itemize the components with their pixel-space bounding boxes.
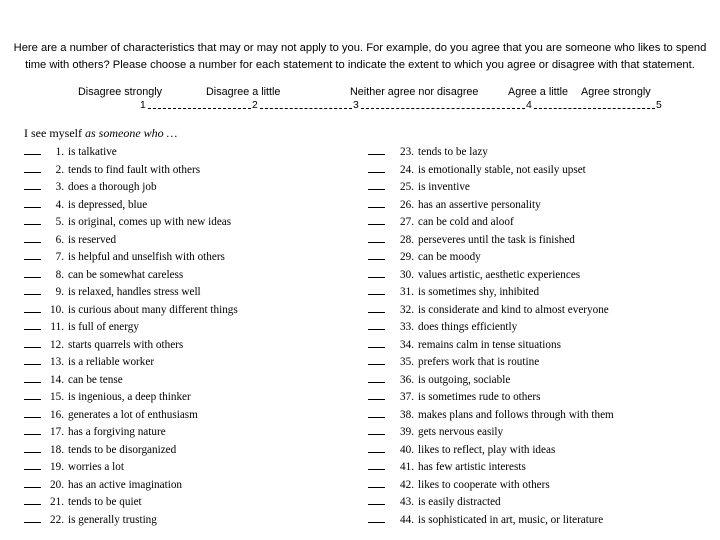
item-text: tends to find fault with others [68, 163, 201, 176]
item-text: is helpful and unselfish with others [68, 251, 225, 263]
prompt-heading [24, 126, 177, 141]
item-number: 21. [50, 496, 64, 508]
answer-blank[interactable] [368, 301, 385, 313]
answer-blank[interactable] [368, 423, 385, 435]
answer-blank[interactable] [24, 406, 41, 418]
list-item [368, 318, 614, 336]
list-item [368, 178, 614, 196]
item-number: 1. [55, 146, 64, 158]
item-text: can be cold and aloof [418, 216, 514, 228]
answer-blank[interactable] [368, 266, 385, 278]
list-item [368, 476, 614, 494]
item-text: is depressed, blue [68, 198, 148, 211]
item-text: worries a lot [68, 461, 124, 473]
answer-blank[interactable] [368, 318, 385, 330]
list-item [368, 511, 614, 529]
item-text: has an assertive personality [418, 198, 541, 211]
item-number: 4. [55, 198, 64, 211]
item-number: 31. [400, 286, 414, 298]
item-number: 6. [55, 233, 64, 246]
item-text: is inventive [418, 181, 470, 193]
item-text: values artistic, aesthetic experiences [418, 268, 581, 281]
item-number: 12. [50, 338, 64, 351]
answer-blank[interactable] [24, 353, 41, 365]
list-item [368, 406, 614, 424]
item-text: is full of energy [68, 321, 139, 333]
answer-blank[interactable] [368, 511, 385, 523]
item-number: 43. [400, 496, 414, 508]
item-number: 7. [55, 251, 64, 263]
answer-blank[interactable] [368, 143, 385, 155]
item-text: can be moody [418, 251, 481, 263]
scale-label-4: Agree a little [508, 86, 569, 98]
item-number: 3. [55, 181, 64, 193]
item-number: 17. [50, 426, 64, 438]
item-text: has few artistic interests [418, 461, 526, 473]
list-item [368, 423, 614, 441]
list-item [24, 336, 238, 354]
item-number: 13. [50, 356, 64, 368]
answer-blank[interactable] [368, 178, 385, 190]
answer-blank[interactable] [24, 283, 41, 295]
list-item [24, 371, 238, 389]
scale-label-5: Agree strongly [581, 86, 651, 98]
item-text: is outgoing, sociable [418, 373, 511, 386]
list-item [368, 458, 614, 476]
list-item [24, 161, 238, 179]
scale-point-1: 1 [140, 100, 146, 111]
list-item [24, 196, 238, 214]
item-number: 24. [400, 163, 414, 176]
item-text: is original, comes up with new ideas [68, 216, 232, 228]
answer-blank[interactable] [24, 441, 41, 453]
item-number: 40. [400, 443, 414, 456]
list-item [368, 213, 614, 231]
answer-blank[interactable] [368, 493, 385, 505]
list-item [24, 178, 238, 196]
list-item [24, 493, 238, 511]
item-text: tends to be disorganized [68, 443, 177, 456]
item-number: 30. [400, 268, 414, 281]
answer-blank[interactable] [24, 213, 41, 225]
item-text: has a forgiving nature [68, 426, 166, 438]
item-text: generates a lot of enthusiasm [68, 408, 198, 421]
item-text: is sophisticated in art, music, or literature [418, 513, 604, 526]
answer-blank[interactable] [24, 231, 41, 243]
answer-blank[interactable] [368, 353, 385, 365]
answer-blank[interactable] [24, 476, 41, 488]
list-item [368, 143, 614, 161]
answer-blank[interactable] [368, 388, 385, 400]
answer-blank[interactable] [368, 283, 385, 295]
list-item [24, 248, 238, 266]
item-text: is curious about many different things [68, 303, 238, 316]
scale-label-1: Disagree strongly [78, 86, 163, 98]
item-text: perseveres until the task is finished [418, 233, 575, 246]
scale-dash [148, 108, 251, 109]
item-number: 2. [55, 163, 64, 176]
item-number: 39. [400, 426, 414, 438]
list-item [368, 441, 614, 459]
item-number: 42. [400, 478, 414, 491]
item-text: does a thorough job [68, 181, 157, 193]
list-item [24, 388, 238, 406]
answer-blank[interactable] [368, 231, 385, 243]
answer-blank[interactable] [24, 458, 41, 470]
answer-blank[interactable] [24, 511, 41, 523]
list-item [24, 353, 238, 371]
scale-point-4: 4 [526, 100, 532, 111]
list-item [368, 248, 614, 266]
item-number: 23. [400, 146, 414, 158]
item-text: likes to cooperate with others [418, 478, 550, 491]
item-number: 9. [55, 286, 64, 298]
answer-blank[interactable] [24, 143, 41, 155]
list-item [24, 143, 238, 161]
item-text: likes to reflect, play with ideas [418, 443, 556, 456]
item-text: tends to be lazy [418, 146, 488, 158]
item-list-left [24, 143, 238, 528]
scale-label-3: Neither agree nor disagree [350, 86, 479, 98]
scale-point-3: 3 [353, 100, 359, 111]
item-text: is reserved [68, 233, 117, 246]
item-number: 11. [50, 321, 64, 333]
item-number: 38. [400, 408, 414, 421]
item-number: 5. [55, 216, 64, 228]
scale-label-2: Disagree a little [206, 86, 281, 98]
list-item [24, 213, 238, 231]
item-number: 10. [50, 303, 64, 316]
answer-blank[interactable] [368, 476, 385, 488]
item-number: 19. [50, 461, 64, 473]
list-item [24, 318, 238, 336]
item-text: is relaxed, handles stress well [68, 286, 201, 298]
item-text: is sometimes rude to others [418, 391, 541, 403]
item-text: does things efficiently [418, 321, 518, 333]
item-text: is talkative [68, 146, 117, 158]
answer-blank[interactable] [24, 423, 41, 435]
prompt-lead: I see myself [24, 126, 85, 140]
scale-dash [534, 108, 655, 109]
list-item [24, 458, 238, 476]
list-item [368, 353, 614, 371]
list-item [368, 388, 614, 406]
item-number: 28. [400, 233, 414, 246]
list-item [24, 231, 238, 249]
rating-scale [0, 100, 720, 116]
item-number: 8. [55, 268, 64, 281]
instructions: Here are a number of characteristics that may or may not apply to you. For example, do you agree that you are someone who likes to spend time with others? Please choose a number for each statement to indicate the extent to which you agree or disagree with that statement. [13, 42, 707, 71]
answer-blank[interactable] [24, 336, 41, 348]
answer-blank[interactable] [24, 388, 41, 400]
item-text: is ingenious, a deep thinker [68, 391, 191, 403]
item-text: is easily distracted [418, 496, 501, 508]
item-number: 36. [400, 373, 414, 386]
list-item [24, 423, 238, 441]
item-text: gets nervous easily [418, 426, 504, 438]
item-text: makes plans and follows through with them [418, 408, 614, 421]
answer-blank[interactable] [24, 178, 41, 190]
list-item [368, 196, 614, 214]
item-number: 26. [400, 198, 414, 211]
item-number: 15. [50, 391, 64, 403]
answer-blank[interactable] [24, 318, 41, 330]
scale-dash [361, 108, 525, 109]
item-number: 14. [50, 373, 64, 386]
list-item [368, 301, 614, 319]
answer-blank[interactable] [368, 336, 385, 348]
scale-point-5: 5 [656, 100, 662, 111]
answer-blank[interactable] [24, 248, 41, 260]
list-item [24, 406, 238, 424]
item-text: tends to be quiet [68, 496, 142, 508]
answer-blank[interactable] [24, 266, 41, 278]
list-item [368, 336, 614, 354]
item-number: 29. [400, 251, 414, 263]
item-text: is emotionally stable, not easily upset [418, 163, 586, 176]
item-text: can be tense [68, 373, 123, 386]
list-item [368, 161, 614, 179]
answer-blank[interactable] [368, 406, 385, 418]
prompt-emphasis: as someone who … [84, 126, 178, 140]
list-item [24, 283, 238, 301]
item-list-right [368, 143, 614, 528]
list-item [368, 493, 614, 511]
list-item [24, 511, 238, 529]
item-number: 22. [50, 513, 64, 526]
scale-point-2: 2 [252, 100, 258, 111]
item-number: 34. [400, 338, 414, 351]
list-item [368, 231, 614, 249]
answer-blank[interactable] [368, 213, 385, 225]
item-number: 27. [400, 216, 414, 228]
item-text: is considerate and kind to almost everyone [418, 303, 609, 316]
item-number: 20. [50, 478, 64, 491]
item-number: 35. [400, 356, 414, 368]
item-number: 41. [400, 461, 414, 473]
answer-blank[interactable] [24, 301, 41, 313]
answer-blank[interactable] [368, 371, 385, 383]
item-number: 25. [400, 181, 414, 193]
item-text: remains calm in tense situations [418, 338, 561, 351]
answer-blank[interactable] [24, 196, 41, 208]
item-text: has an active imagination [68, 478, 183, 491]
list-item [368, 283, 614, 301]
list-item [24, 476, 238, 494]
answer-blank[interactable] [368, 458, 385, 470]
item-text: starts quarrels with others [68, 338, 184, 351]
answer-blank[interactable] [24, 493, 41, 505]
list-item [368, 371, 614, 389]
item-number: 18. [50, 443, 64, 456]
answer-blank[interactable] [24, 371, 41, 383]
list-item [24, 266, 238, 284]
scale-dash [260, 108, 352, 109]
list-item [368, 266, 614, 284]
answer-blank[interactable] [368, 161, 385, 173]
list-item [24, 441, 238, 459]
item-number: 16. [50, 408, 64, 421]
item-number: 33. [400, 321, 414, 333]
list-item [24, 301, 238, 319]
item-text: prefers work that is routine [418, 356, 540, 368]
answer-blank[interactable] [368, 441, 385, 453]
answer-blank[interactable] [24, 161, 41, 173]
item-text: is sometimes shy, inhibited [418, 286, 540, 298]
item-text: can be somewhat careless [68, 268, 184, 281]
item-text: is generally trusting [68, 513, 157, 526]
item-number: 37. [400, 391, 414, 403]
item-text: is a reliable worker [68, 356, 155, 368]
answer-blank[interactable] [368, 248, 385, 260]
item-number: 32. [400, 303, 414, 316]
item-number: 44. [400, 513, 414, 526]
answer-blank[interactable] [368, 196, 385, 208]
